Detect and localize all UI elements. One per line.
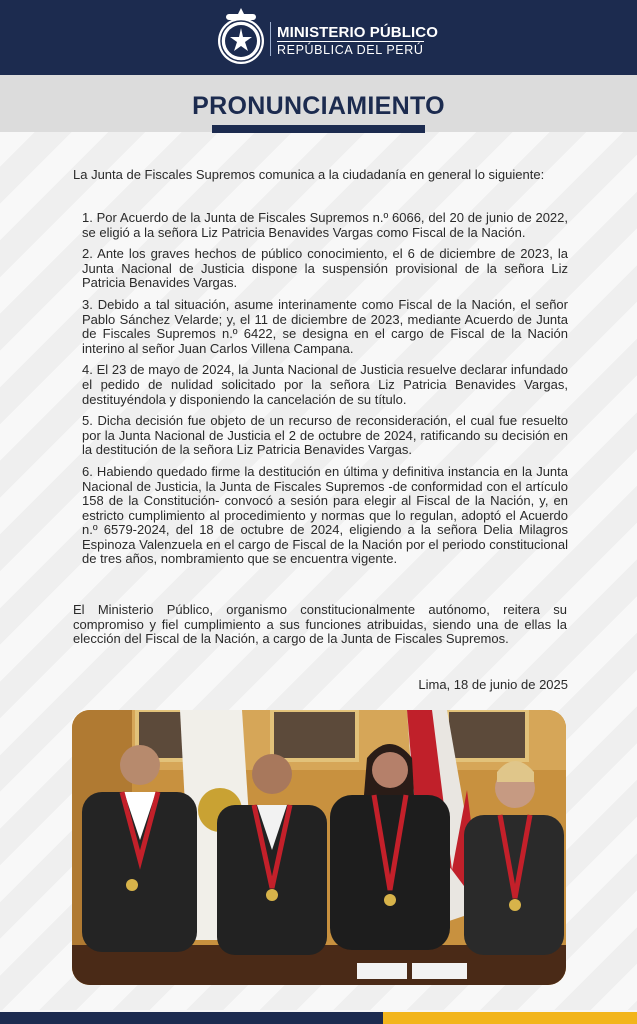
point-1: 1. Por Acuerdo de la Junta de Fiscales Supremos n.º 6066, del 20 de junio de 2022, se eligió a la señora Liz Patricia Benavides Vargas como Fiscal de la Nación. xyxy=(82,210,568,240)
group-photo-illustration xyxy=(72,710,566,985)
point-2: 2. Ante los graves hechos de público conocimiento, el 6 de diciembre de 2023, la Junta Nacional de Justicia dispone la suspensión provisional de la señora Liz Patricia Benavides Vargas. xyxy=(82,246,568,291)
title-band xyxy=(0,75,637,132)
logo-text-line1: MINISTERIO PÚBLICO xyxy=(277,24,438,41)
point-3: 3. Debido a tal situación, asume interinamente como Fiscal de la Nación, el señor Pablo Sánchez Velarde; y, el 11 de diciembre de 2023, mediante Acuerdo de Junta de Fiscales Supremos n.º 6422, se designa en el cargo de Fiscal de la Nación interino al señor Juan Carlos Villena Campana. xyxy=(82,296,568,356)
logo-divider xyxy=(270,22,271,56)
footer-bar-navy xyxy=(0,1012,383,1024)
points-list xyxy=(82,211,568,574)
intro-paragraph: La Junta de Fiscales Supremos comunica a la ciudadanía en general lo siguiente: xyxy=(73,167,545,182)
closing-paragraph: El Ministerio Público, organismo constitucionalmente autónomo, reitera su compromiso y fiel cumplimiento a sus funciones atribuidas, siendo una de ellas la elección del Fiscal de la Nación, a cargo de la Junta de Fiscales Supremos. xyxy=(73,602,567,647)
footer-bar-gold xyxy=(383,1012,637,1024)
document-date: Lima, 18 de junio de 2025 xyxy=(418,677,568,692)
group-photo xyxy=(72,710,566,985)
point-5: 5. Dicha decisión fue objeto de un recurso de reconsideración, el cual fue resuelto por la Junta Nacional de Justicia el 2 de octubre de 2024, ratificando su decisión en la destitución de la señora Liz Patricia Benavides Vargas. xyxy=(82,413,568,458)
title-underline xyxy=(212,125,425,133)
header-bar xyxy=(0,0,637,75)
point-4: 4. El 23 de mayo de 2024, la Junta Nacional de Justicia resuelve declarar infundado el pedido de nulidad solicitado por la señora Liz Patricia Benavides Vargas, destituyéndola y disponiendo la cancelación de su título. xyxy=(82,362,568,407)
page-title: PRONUNCIAMIENTO xyxy=(192,92,445,120)
ministerio-publico-seal-icon xyxy=(216,6,266,68)
logo-text-line2: REPÚBLICA DEL PERÚ xyxy=(277,43,424,57)
point-6: 6. Habiendo quedado firme la destitución en última y definitiva instancia en la Junta Nacional de Justicia, la Junta de Fiscales Supremos -de conformidad con el artículo 158 de la Constitución- convocó a sesión para elegir al Fiscal de la Nación, y, en estricto cumplimiento al procedimiento y normas que lo regulan, adoptó el Acuerdo n.º 6579-2024, del 18 de octubre de 2024, eligiendo a la señora Delia Milagros Espinoza Valenzuela en el cargo de Fiscal de la Nación por el periodo constitucional de tres años, nombramiento que se encuentra vigente. xyxy=(82,463,568,567)
